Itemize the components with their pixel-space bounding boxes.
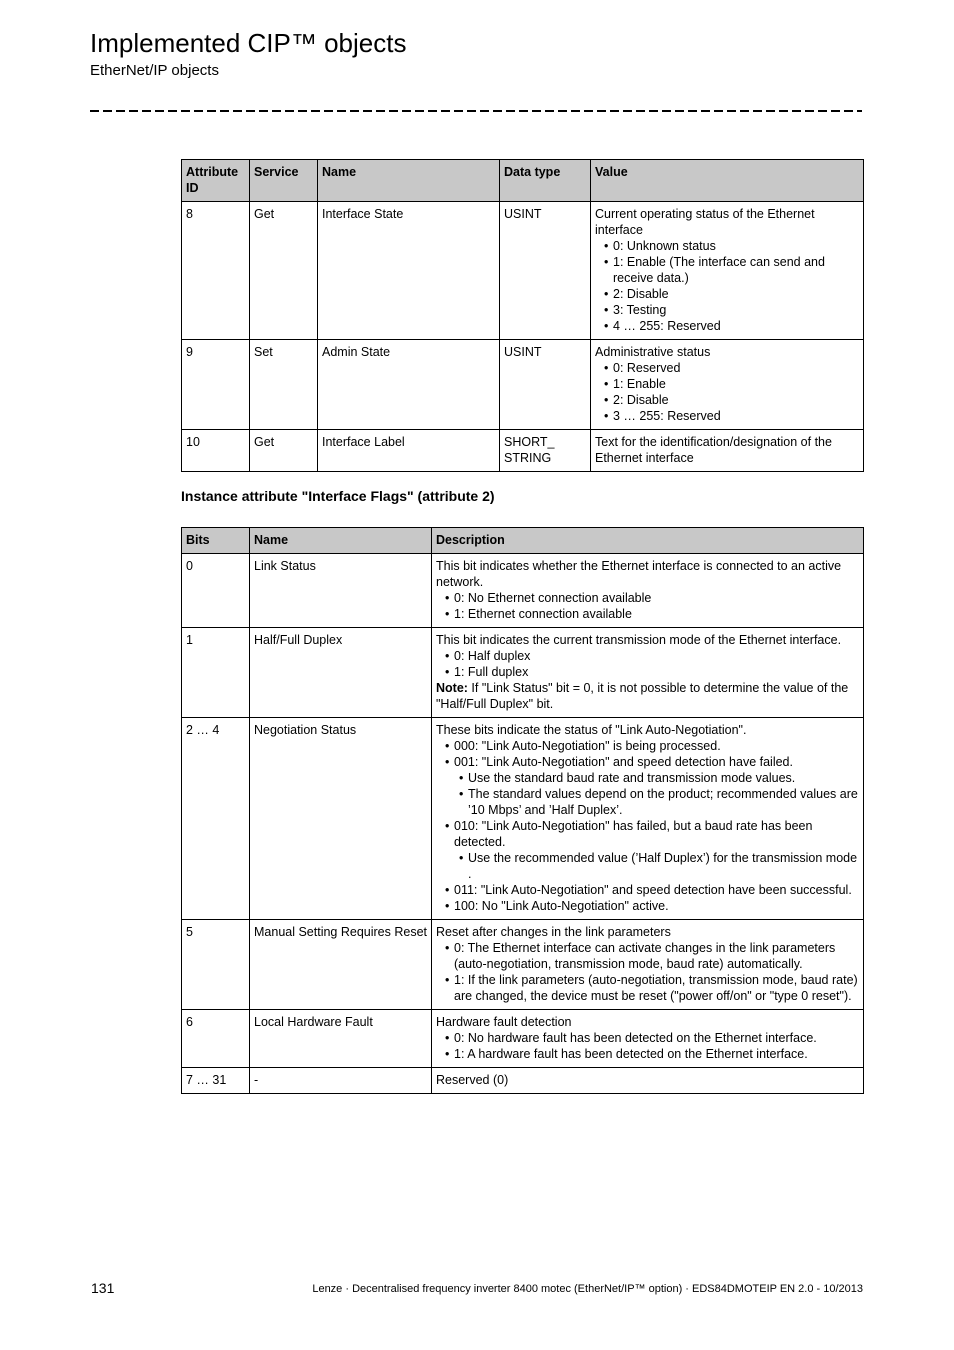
list-item [454, 754, 859, 818]
description-intro: These bits indicate the status of "Link Auto-Negotiation". [436, 723, 747, 737]
header-divider [90, 110, 862, 112]
service-cell: Get [250, 202, 318, 340]
table-row [182, 718, 864, 920]
table-row [182, 202, 864, 340]
section-heading: Instance attribute "Interface Flags" (attribute 2) [181, 488, 495, 504]
bits-cell: 5 [182, 920, 250, 1010]
sub-list-item: • Use the recommended value (’Half Duplex’) for the transmission mode . [468, 850, 859, 882]
value-list [595, 238, 859, 334]
list-item: • 100: No "Link Auto-Negotiation" active. [454, 898, 859, 914]
list-item: • 2: Disable [613, 286, 859, 302]
description-cell [432, 1010, 864, 1068]
column-header: Value [591, 160, 864, 202]
column-header: Bits [182, 528, 250, 554]
name-cell: Half/Full Duplex [250, 628, 432, 718]
name-cell: Link Status [250, 554, 432, 628]
list-item [454, 818, 859, 882]
sub-list [454, 770, 859, 818]
name-cell: Local Hardware Fault [250, 1010, 432, 1068]
description-intro: This bit indicates the current transmission mode of the Ethernet interface. [436, 633, 842, 647]
page-subtitle: EtherNet/IP objects [90, 62, 219, 79]
list-item: • 1: Enable [613, 376, 859, 392]
column-header: Name [318, 160, 500, 202]
table-row [182, 554, 864, 628]
value-cell [591, 340, 864, 430]
column-header: Data type [500, 160, 591, 202]
description-list [436, 940, 859, 1004]
table-row [182, 1010, 864, 1068]
description-cell [432, 554, 864, 628]
value-list [595, 360, 859, 424]
table-row [182, 920, 864, 1010]
list-item-text: 010: "Link Auto-Negotiation" has failed, but a baud rate has been detected. [454, 819, 813, 849]
description-cell [432, 628, 864, 718]
table-row [182, 1068, 864, 1094]
list-item: • 4 … 255: Reserved [613, 318, 859, 334]
note-text: If "Link Status" bit = 0, it is not possible to determine the value of the "Half/Full Duplex" bit. [436, 681, 849, 711]
service-cell: Set [250, 340, 318, 430]
name-cell: Interface State [318, 202, 500, 340]
name-cell: Negotiation Status [250, 718, 432, 920]
data-type-cell: USINT [500, 202, 591, 340]
table-row [182, 430, 864, 472]
column-header: Service [250, 160, 318, 202]
value-cell: Text for the identification/designation of the Ethernet interface [591, 430, 864, 472]
list-item: • 1: Full duplex [454, 664, 859, 680]
list-item: • 0: Reserved [613, 360, 859, 376]
list-item: • 1: Ethernet connection available [454, 606, 859, 622]
table-row [182, 340, 864, 430]
service-cell: Get [250, 430, 318, 472]
name-cell: Interface Label [318, 430, 500, 472]
description-list [436, 648, 859, 680]
list-item: • 3 … 255: Reserved [613, 408, 859, 424]
list-item: • 0: The Ethernet interface can activate changes in the link parameters (auto-negotiation, transmission mode, baud rate) automatically. [454, 940, 859, 972]
note-label: Note: [436, 681, 468, 695]
column-header: Description [432, 528, 864, 554]
bits-cell: 6 [182, 1010, 250, 1068]
table-header-row [182, 160, 864, 202]
list-item: • 1: A hardware fault has been detected on the Ethernet interface. [454, 1046, 859, 1062]
value-cell [591, 202, 864, 340]
name-cell: Admin State [318, 340, 500, 430]
attribute-id-cell: 8 [182, 202, 250, 340]
list-item: • 000: "Link Auto-Negotiation" is being processed. [454, 738, 859, 754]
footer-text: Lenze · Decentralised frequency inverter 8400 motec (EtherNet/IP™ option) · EDS84DMOTEIP EN 2.0 - 10/2013 [312, 1283, 863, 1295]
bits-cell: 7 … 31 [182, 1068, 250, 1094]
attribute-id-cell: 10 [182, 430, 250, 472]
table-row [182, 628, 864, 718]
list-item-text: 001: "Link Auto-Negotiation" and speed detection have failed. [454, 755, 793, 769]
sub-list [454, 850, 859, 882]
column-header: Attribute ID [182, 160, 250, 202]
sub-list-item: • Use the standard baud rate and transmission mode values. [468, 770, 859, 786]
description-intro: This bit indicates whether the Ethernet interface is connected to an active network. [436, 559, 842, 589]
list-item: • 0: Unknown status [613, 238, 859, 254]
attribute-id-cell: 9 [182, 340, 250, 430]
list-item: • 0: Half duplex [454, 648, 859, 664]
data-type-cell: USINT [500, 340, 591, 430]
page-number: 131 [91, 1280, 115, 1296]
description-list [436, 1030, 859, 1062]
name-cell: - [250, 1068, 432, 1094]
value-intro: Administrative status [595, 345, 711, 359]
value-intro: Current operating status of the Ethernet interface [595, 207, 815, 237]
list-item: • 0: No Ethernet connection available [454, 590, 859, 606]
description-list [436, 738, 859, 914]
page-title: Implemented CIP™ objects [90, 28, 407, 58]
bits-cell: 2 … 4 [182, 718, 250, 920]
description-list [436, 590, 859, 622]
list-item: • 1: If the link parameters (auto-negotiation, transmission mode, baud rate) are changed, the device must be reset ("power off/on" or "type 0 reset"). [454, 972, 859, 1004]
list-item: • 2: Disable [613, 392, 859, 408]
list-item: • 1: Enable (The interface can send and receive data.) [613, 254, 859, 286]
list-item: • 011: "Link Auto-Negotiation" and speed detection have been successful. [454, 882, 859, 898]
name-cell: Manual Setting Requires Reset [250, 920, 432, 1010]
list-item: • 3: Testing [613, 302, 859, 318]
attribute-table [181, 159, 864, 472]
bits-cell: 1 [182, 628, 250, 718]
table-header-row [182, 528, 864, 554]
note [436, 680, 859, 712]
column-header: Name [250, 528, 432, 554]
sub-list-item: • The standard values depend on the product; recommended values are ’10 Mbps’ and ’Half Duplex’. [468, 786, 859, 818]
description-intro: Reset after changes in the link parameters [436, 925, 671, 939]
description-cell [432, 718, 864, 920]
description-cell: Reserved (0) [432, 1068, 864, 1094]
data-type-line: SHORT_ [504, 435, 555, 449]
description-intro: Hardware fault detection [436, 1015, 572, 1029]
interface-flags-table [181, 527, 864, 1094]
data-type-cell [500, 430, 591, 472]
bits-cell: 0 [182, 554, 250, 628]
data-type-line: STRING [504, 451, 552, 465]
description-cell [432, 920, 864, 1010]
list-item: • 0: No hardware fault has been detected on the Ethernet interface. [454, 1030, 859, 1046]
